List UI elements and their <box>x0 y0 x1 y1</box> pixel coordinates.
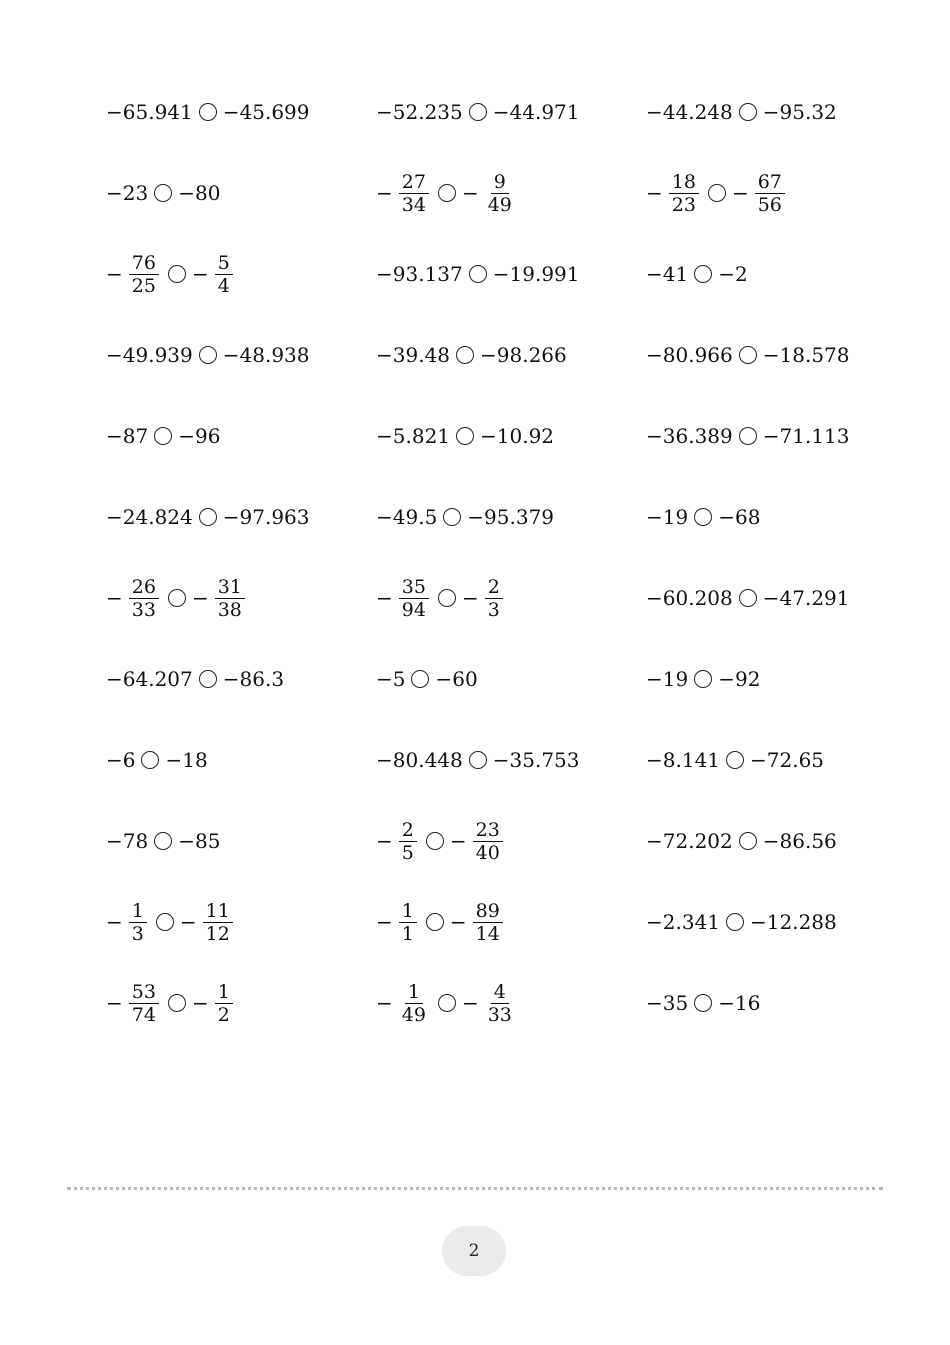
answer-circle[interactable] <box>469 265 487 283</box>
operand <box>646 100 733 124</box>
operand <box>493 748 580 772</box>
operand <box>376 262 463 286</box>
operand <box>178 829 220 853</box>
number-text: −35 <box>646 991 689 1015</box>
operand <box>376 100 463 124</box>
number-text: −19 <box>646 505 689 529</box>
answer-circle[interactable] <box>199 103 217 121</box>
answer-circle[interactable] <box>411 670 429 688</box>
denominator: 34 <box>401 193 426 216</box>
operand <box>646 171 702 216</box>
fraction <box>485 981 515 1026</box>
denominator: 5 <box>401 841 414 864</box>
operand <box>106 576 162 621</box>
fraction <box>129 900 147 945</box>
minus-sign: − <box>191 991 209 1015</box>
number-text: −45.699 <box>222 100 310 124</box>
answer-circle[interactable] <box>199 670 217 688</box>
answer-circle[interactable] <box>739 103 757 121</box>
fraction <box>129 576 159 621</box>
operand <box>480 424 554 448</box>
minus-sign: − <box>376 910 393 934</box>
comparison-problem <box>106 811 220 871</box>
answer-circle[interactable] <box>168 265 186 283</box>
operand <box>106 981 162 1026</box>
operand <box>763 829 837 853</box>
numerator: 53 <box>129 981 159 1004</box>
operand <box>106 252 162 297</box>
comparison-problem <box>646 325 850 385</box>
comparison-problem <box>646 730 824 790</box>
comparison-problem <box>646 406 850 466</box>
operand <box>646 424 733 448</box>
operand <box>376 981 432 1026</box>
operand <box>376 819 420 864</box>
operand <box>106 900 150 945</box>
denominator: 4 <box>217 274 230 297</box>
operand <box>106 667 193 691</box>
numerator: 35 <box>399 576 429 599</box>
numerator: 89 <box>473 900 503 923</box>
minus-sign: − <box>191 586 209 610</box>
denominator: 94 <box>401 598 426 621</box>
fraction <box>485 171 515 216</box>
operand <box>646 748 720 772</box>
number-text: −18 <box>165 748 208 772</box>
minus-sign: − <box>376 586 393 610</box>
fraction <box>755 171 785 216</box>
denominator: 33 <box>131 598 156 621</box>
operand <box>223 343 310 367</box>
number-text: −86.56 <box>762 829 837 853</box>
minus-sign: − <box>731 181 749 205</box>
minus-sign: − <box>376 991 393 1015</box>
operand <box>763 586 850 610</box>
numerator: 23 <box>473 819 503 842</box>
number-text: −18.578 <box>762 343 850 367</box>
operand <box>750 910 837 934</box>
numerator: 76 <box>129 252 159 275</box>
number-text: −68 <box>718 505 761 529</box>
number-text: −93.137 <box>376 262 463 286</box>
number-text: −87 <box>106 424 149 448</box>
number-text: −2.341 <box>646 910 721 934</box>
number-text: −5 <box>376 667 406 691</box>
minus-sign: − <box>461 586 479 610</box>
answer-circle[interactable] <box>426 832 444 850</box>
minus-sign: − <box>449 910 467 934</box>
fraction <box>129 981 159 1026</box>
comparison-problem <box>376 568 506 628</box>
answer-circle[interactable] <box>156 913 174 931</box>
answer-circle[interactable] <box>141 751 159 769</box>
operand <box>646 586 733 610</box>
operand <box>178 181 220 205</box>
answer-circle[interactable] <box>739 589 757 607</box>
comparison-problem <box>106 649 284 709</box>
number-text: −92 <box>718 667 761 691</box>
numerator: 27 <box>399 171 429 194</box>
answer-circle[interactable] <box>739 346 757 364</box>
number-text: −5.821 <box>376 424 451 448</box>
operand <box>223 667 284 691</box>
answer-circle[interactable] <box>726 913 744 931</box>
operand <box>180 900 236 945</box>
answer-circle[interactable] <box>739 427 757 445</box>
comparison-problem <box>646 568 850 628</box>
number-text: −80.966 <box>646 343 733 367</box>
number-text: −19.991 <box>492 262 580 286</box>
comparison-problem <box>106 973 236 1033</box>
operand <box>106 181 148 205</box>
comparison-problem <box>106 82 310 142</box>
fraction <box>215 981 233 1026</box>
number-text: −97.963 <box>222 505 310 529</box>
number-text: −80.448 <box>376 748 463 772</box>
operand <box>106 505 193 529</box>
numerator: 1 <box>215 981 233 1004</box>
number-text: −2 <box>718 262 748 286</box>
comparison-problem <box>106 892 236 952</box>
fraction <box>215 576 245 621</box>
comparison-problem <box>376 973 518 1033</box>
answer-circle[interactable] <box>168 994 186 1012</box>
number-text: −95.379 <box>467 505 555 529</box>
operand <box>192 252 236 297</box>
minus-sign: − <box>106 910 123 934</box>
operand <box>376 424 450 448</box>
numerator: 67 <box>755 171 785 194</box>
operand <box>165 748 207 772</box>
answer-circle[interactable] <box>154 832 172 850</box>
number-text: −72.202 <box>646 829 733 853</box>
answer-circle[interactable] <box>694 994 712 1012</box>
comparison-problem <box>106 244 236 304</box>
fraction <box>399 171 429 216</box>
minus-sign: − <box>376 181 393 205</box>
number-text: −52.235 <box>376 100 463 124</box>
comparison-problem <box>106 163 220 223</box>
operand <box>750 748 824 772</box>
number-text: −41 <box>646 262 689 286</box>
operand <box>376 667 405 691</box>
numerator: 1 <box>399 900 417 923</box>
operand <box>763 424 850 448</box>
operand <box>376 505 437 529</box>
fraction <box>485 576 503 621</box>
numerator: 4 <box>491 981 509 1004</box>
comparison-problem <box>376 892 506 952</box>
answer-circle[interactable] <box>199 508 217 526</box>
number-text: −10.92 <box>480 424 555 448</box>
numerator: 2 <box>399 819 417 842</box>
comparison-problem <box>646 82 837 142</box>
fraction <box>399 819 417 864</box>
operand <box>376 748 463 772</box>
operand <box>450 900 506 945</box>
answer-circle[interactable] <box>438 589 456 607</box>
numerator: 5 <box>215 252 233 275</box>
number-text: −48.938 <box>222 343 310 367</box>
minus-sign: − <box>106 586 123 610</box>
numerator: 11 <box>203 900 233 923</box>
operand <box>462 171 518 216</box>
comparison-problem <box>376 244 580 304</box>
operand <box>178 424 220 448</box>
denominator: 3 <box>487 598 500 621</box>
number-text: −19 <box>646 667 689 691</box>
operand <box>106 343 193 367</box>
number-text: −86.3 <box>222 667 285 691</box>
comparison-problem <box>106 406 220 466</box>
number-text: −16 <box>718 991 761 1015</box>
numerator: 26 <box>129 576 159 599</box>
number-text: −12.288 <box>750 910 837 934</box>
operand <box>732 171 788 216</box>
number-text: −98.266 <box>480 343 567 367</box>
answer-circle[interactable] <box>694 508 712 526</box>
number-text: −78 <box>106 829 149 853</box>
operand <box>718 505 760 529</box>
operand <box>462 981 518 1026</box>
comparison-problem <box>646 163 788 223</box>
operand <box>106 100 193 124</box>
denominator: 14 <box>475 922 500 945</box>
number-text: −71.113 <box>762 424 850 448</box>
number-text: −80 <box>178 181 221 205</box>
minus-sign: − <box>376 829 393 853</box>
number-text: −72.65 <box>750 748 825 772</box>
operand <box>646 262 688 286</box>
minus-sign: − <box>646 181 663 205</box>
number-text: −60.208 <box>646 586 733 610</box>
number-text: −65.941 <box>106 100 193 124</box>
number-text: −23 <box>106 181 149 205</box>
number-text: −8.141 <box>646 748 721 772</box>
numerator: 1 <box>129 900 147 923</box>
answer-circle[interactable] <box>154 184 172 202</box>
answer-circle[interactable] <box>168 589 186 607</box>
operand <box>376 576 432 621</box>
dashed-divider <box>67 1187 883 1190</box>
operand <box>376 343 450 367</box>
comparison-problem <box>376 730 580 790</box>
fraction <box>669 171 699 216</box>
number-text: −36.389 <box>646 424 733 448</box>
numerator: 31 <box>215 576 245 599</box>
operand <box>763 100 837 124</box>
number-text: −49.5 <box>376 505 438 529</box>
number-text: −35.753 <box>492 748 580 772</box>
number-text: −60 <box>435 667 478 691</box>
comparison-problem <box>106 487 310 547</box>
minus-sign: − <box>461 181 479 205</box>
comparison-problem <box>376 811 506 871</box>
operand <box>192 981 236 1026</box>
answer-circle[interactable] <box>456 346 474 364</box>
answer-circle[interactable] <box>469 751 487 769</box>
number-text: −64.207 <box>106 667 193 691</box>
comparison-problem <box>376 325 567 385</box>
operand <box>106 424 148 448</box>
answer-circle[interactable] <box>726 751 744 769</box>
minus-sign: − <box>449 829 467 853</box>
answer-circle[interactable] <box>443 508 461 526</box>
operand <box>480 343 567 367</box>
comparison-problem <box>376 649 478 709</box>
comparison-problem <box>106 325 310 385</box>
numerator: 18 <box>669 171 699 194</box>
operand <box>435 667 477 691</box>
fraction <box>473 819 503 864</box>
page-number: 2 <box>468 1241 480 1261</box>
minus-sign: − <box>106 991 123 1015</box>
page-number-badge <box>442 1226 506 1276</box>
denominator: 38 <box>217 598 242 621</box>
comparison-problem <box>376 163 518 223</box>
answer-circle[interactable] <box>708 184 726 202</box>
comparison-problem <box>646 811 837 871</box>
operand <box>646 910 720 934</box>
minus-sign: − <box>106 262 123 286</box>
number-text: −96 <box>178 424 221 448</box>
answer-circle[interactable] <box>739 832 757 850</box>
operand <box>376 900 420 945</box>
minus-sign: − <box>179 910 197 934</box>
operand <box>718 262 747 286</box>
denominator: 74 <box>131 1003 156 1026</box>
comparison-problem <box>646 487 760 547</box>
number-text: −49.939 <box>106 343 193 367</box>
numerator: 1 <box>405 981 423 1004</box>
operand <box>467 505 554 529</box>
fraction <box>399 576 429 621</box>
denominator: 25 <box>131 274 156 297</box>
fraction <box>215 252 233 297</box>
answer-circle[interactable] <box>154 427 172 445</box>
operand <box>646 667 688 691</box>
operand <box>646 829 733 853</box>
operand <box>376 171 432 216</box>
operand <box>223 505 310 529</box>
denominator: 23 <box>671 193 696 216</box>
denominator: 49 <box>487 193 512 216</box>
minus-sign: − <box>461 991 479 1015</box>
fraction <box>203 900 233 945</box>
number-text: −6 <box>106 748 136 772</box>
answer-circle[interactable] <box>456 427 474 445</box>
comparison-problem <box>106 568 248 628</box>
answer-circle[interactable] <box>199 346 217 364</box>
answer-circle[interactable] <box>694 670 712 688</box>
comparison-problem <box>376 487 554 547</box>
comparison-problem <box>646 244 748 304</box>
operand <box>450 819 506 864</box>
denominator: 56 <box>757 193 782 216</box>
number-text: −95.32 <box>762 100 837 124</box>
operand <box>646 991 688 1015</box>
fraction <box>473 900 503 945</box>
number-text: −85 <box>178 829 221 853</box>
denominator: 33 <box>487 1003 512 1026</box>
fraction <box>399 900 417 945</box>
fraction <box>129 252 159 297</box>
comparison-problem <box>646 973 760 1033</box>
operand <box>646 505 688 529</box>
denominator: 40 <box>475 841 500 864</box>
denominator: 49 <box>401 1003 426 1026</box>
number-text: −24.824 <box>106 505 193 529</box>
fraction <box>399 981 429 1026</box>
answer-circle[interactable] <box>426 913 444 931</box>
comparison-problem <box>646 649 760 709</box>
comparison-problem <box>376 82 580 142</box>
operand <box>493 262 580 286</box>
operand <box>192 576 248 621</box>
comparison-problem <box>376 406 554 466</box>
denominator: 2 <box>217 1003 230 1026</box>
answer-circle[interactable] <box>438 184 456 202</box>
number-text: −47.291 <box>762 586 850 610</box>
answer-circle[interactable] <box>694 265 712 283</box>
comparison-problem <box>646 892 837 952</box>
operand <box>646 343 733 367</box>
operand <box>223 100 310 124</box>
comparison-problem <box>106 730 208 790</box>
numerator: 9 <box>491 171 509 194</box>
operand <box>106 829 148 853</box>
operand <box>106 748 135 772</box>
number-text: −44.248 <box>646 100 733 124</box>
operand <box>763 343 850 367</box>
operand <box>718 991 760 1015</box>
operand <box>718 667 760 691</box>
operand <box>462 576 506 621</box>
denominator: 12 <box>205 922 230 945</box>
number-text: −44.971 <box>492 100 580 124</box>
operand <box>493 100 580 124</box>
denominator: 1 <box>401 922 414 945</box>
answer-circle[interactable] <box>469 103 487 121</box>
denominator: 3 <box>131 922 144 945</box>
number-text: −39.48 <box>376 343 451 367</box>
minus-sign: − <box>191 262 209 286</box>
numerator: 2 <box>485 576 503 599</box>
answer-circle[interactable] <box>438 994 456 1012</box>
